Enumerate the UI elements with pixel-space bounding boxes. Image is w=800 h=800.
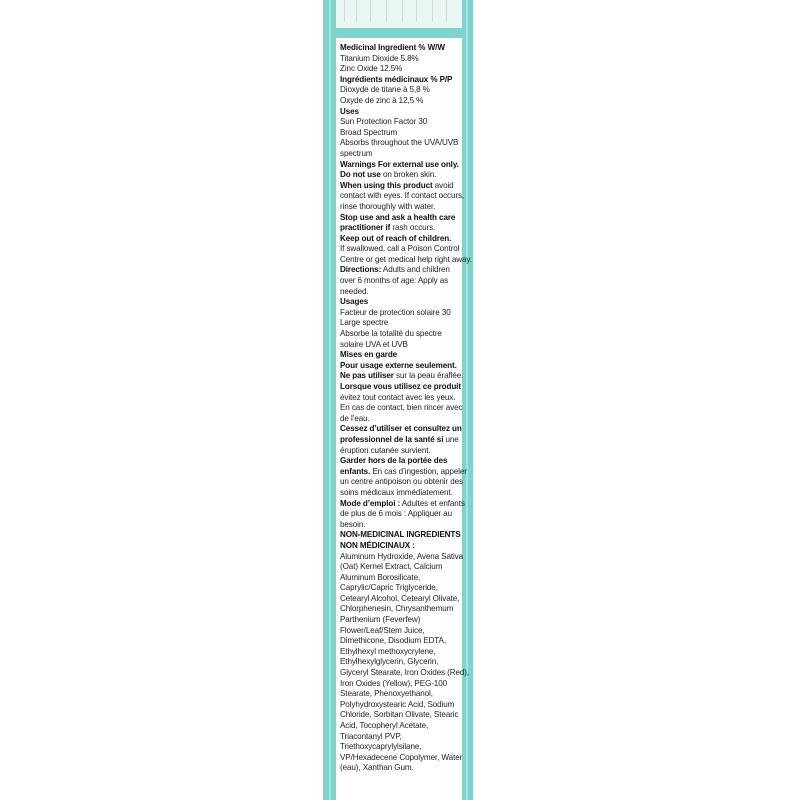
- label-line: [340, 435, 464, 446]
- label-line: [340, 149, 464, 160]
- label-line: [340, 456, 464, 467]
- label-line: [340, 128, 464, 139]
- label-line-text: En cas de contact, bien rincer avec: [340, 403, 463, 413]
- label-line-text: En cas d’ingestion, appeler: [370, 466, 467, 476]
- label-line: [340, 170, 464, 181]
- label-line-text: Iron Oxides (Yellow), PEG-100: [340, 678, 448, 688]
- label-line: [340, 202, 464, 213]
- label-line-text: Broad Spectrum: [340, 127, 398, 137]
- label-line-text: Flower/Leaf/Stem Juice,: [340, 625, 425, 635]
- label-line-bold: Pour usage externe seulement.: [340, 360, 457, 370]
- label-line: [340, 626, 464, 637]
- label-line: [340, 107, 464, 118]
- label-line: [340, 85, 464, 96]
- label-line: [340, 615, 464, 626]
- label-line: [340, 318, 464, 329]
- label-line-text: Oxyde de zinc à 12,5 %: [340, 95, 424, 105]
- label-line-text: Aluminum Borosilicate,: [340, 572, 421, 582]
- label-line: [340, 54, 464, 65]
- label-line: [340, 520, 464, 531]
- label-line: [340, 710, 464, 721]
- label-line-text: over 6 months of age: Apply as: [340, 276, 449, 286]
- label-line-text: Aluminum Hydroxide, Avena Sativa: [340, 551, 464, 561]
- label-line-text: avoid: [432, 180, 454, 190]
- label-line: [340, 117, 464, 128]
- label-line: [340, 732, 464, 743]
- label-line-text: Dioxyde de titane à 5,8 %: [340, 85, 430, 95]
- label-line-text: Triethoxycaprylylsilane,: [340, 742, 422, 752]
- label-line: [340, 657, 464, 668]
- label-line-text: Ethylhexylglycerin, Glycerin,: [340, 657, 439, 667]
- label-line-bold: practitioner if: [340, 223, 391, 233]
- label-line-bold: Mises en garde: [340, 350, 398, 360]
- label-line-text: Stearate, Phenoxyethanol,: [340, 689, 433, 699]
- label-line: [340, 594, 464, 605]
- label-line: [340, 562, 464, 573]
- label-line-text: Facteur de protection solaire 30: [340, 307, 451, 317]
- label-line-text: sur la peau éraflée.: [393, 371, 464, 381]
- label-line-text: Chloride, Sorbitan Olivate, Stearic: [340, 710, 459, 720]
- label-line-text: Zinc Oxide 12.5%: [340, 64, 403, 74]
- label-line-bold: professionnel de la santé si: [340, 434, 444, 444]
- label-line: [340, 350, 464, 361]
- label-line-bold: Medicinal Ingredient % W/W: [340, 43, 445, 52]
- label-line: [340, 414, 464, 425]
- label-line-text: If swallowed, call a Poison Control: [340, 244, 460, 254]
- label-line-bold: Ne pas utiliser: [340, 371, 394, 381]
- label-line-text: solaire UVA et UVB: [340, 339, 408, 349]
- label-line: [340, 265, 464, 276]
- label-line-bold: NON MÉDICINAUX :: [340, 540, 415, 550]
- barcode-strip: [336, 0, 462, 28]
- label-line: [340, 234, 464, 245]
- label-line: [340, 668, 469, 679]
- label-line-text: évitez tout contact avec les yeux.: [340, 392, 456, 402]
- label-line: [340, 466, 467, 478]
- label-line: [340, 541, 464, 552]
- label-line-text: needed.: [340, 286, 369, 296]
- label-line: [340, 700, 464, 711]
- label-line-text: Cetearyl Alcohol, Cetearyl Olivate,: [340, 593, 460, 603]
- label-line: [340, 488, 464, 499]
- label-line-text: Large spectre: [340, 318, 389, 328]
- label-line-text: Adults and children: [381, 265, 450, 275]
- label-line-text: Parthenium (Feverfew): [340, 615, 421, 625]
- label-line-text: Triacontanyl PVP,: [340, 731, 402, 741]
- label-line-text: Ethylhexyl methoxycrylene,: [340, 646, 436, 656]
- label-line: [340, 191, 464, 202]
- label-line: [340, 181, 464, 192]
- label-line: [340, 742, 464, 753]
- label-line-text: Glyceryl Stearate, Iron Oxides (Red),: [340, 668, 469, 678]
- label-line: [340, 43, 464, 54]
- label-line: [340, 297, 464, 308]
- label-line: [340, 75, 464, 86]
- label-line-bold: Do not use: [340, 170, 381, 180]
- label-line: [340, 361, 464, 372]
- label-line-bold: Stop use and ask a health care: [340, 212, 456, 222]
- label-line-text: Polyhydroxystearic Acid, Sodium: [340, 699, 455, 709]
- label-line: [340, 393, 464, 404]
- label-line: [340, 223, 464, 234]
- label-line: [340, 64, 464, 75]
- label-line-text: une: [443, 434, 459, 444]
- label-line-bold: Mode d’emploi :: [340, 498, 401, 508]
- label-line-text: un centre antipoison ou obtenir des: [340, 477, 463, 487]
- label-line-bold: Directions:: [340, 265, 382, 275]
- label-line: [340, 679, 464, 690]
- label-line-text: Caprylic/Capric Triglyceride,: [340, 583, 438, 593]
- label-line-bold: Keep out of reach of children.: [340, 233, 452, 243]
- label-line-text: Dimethicone, Disodium EDTA,: [340, 636, 447, 646]
- label-line: [340, 96, 464, 107]
- label-line: [340, 371, 464, 382]
- label-line: [340, 244, 464, 255]
- label-line: [340, 753, 464, 764]
- label-line-text: on broken skin.: [380, 170, 437, 180]
- label-line: [340, 530, 464, 541]
- label-line-bold: Lorsque vous utilisez ce produit: [340, 382, 461, 391]
- label-line-text: Adultes et enfants: [400, 498, 465, 508]
- label-line-bold: Cessez d’utiliser et consultez un: [340, 424, 462, 434]
- label-line: [340, 583, 464, 594]
- label-line: [340, 477, 464, 488]
- label-line-text: (eau), Xanthan Gum.: [340, 763, 414, 773]
- label-line: [340, 446, 464, 457]
- label-line-text: rinse thoroughly with water.: [340, 201, 436, 211]
- package-edge-left: [329, 0, 331, 800]
- label-line-bold: Warnings For external use only.: [340, 159, 459, 169]
- label-line-text: (Oat) Kernel Extract, Calcium: [340, 562, 443, 572]
- label-line-bold: Uses: [340, 106, 359, 116]
- label-line-text: besoin.: [340, 519, 366, 529]
- label-line-text: rash occurs.: [390, 223, 436, 233]
- ingredient-label-text: [340, 43, 472, 774]
- label-line: [340, 308, 464, 319]
- label-line: [340, 213, 464, 224]
- label-line-text: soins médicaux immédiatement.: [340, 487, 453, 497]
- label-line: [340, 138, 464, 149]
- label-line-text: éruption cutanée survient.: [340, 445, 431, 455]
- label-line: [340, 424, 464, 435]
- label-line: [340, 382, 464, 393]
- label-line: [340, 763, 464, 774]
- label-line: [340, 721, 464, 732]
- label-line-bold: When using this product: [340, 180, 433, 190]
- label-line: [340, 340, 464, 351]
- label-line: [340, 552, 464, 563]
- label-line-text: de plus de 6 mois : Appliquer au: [340, 509, 452, 519]
- label-line-text: VP/Hexadecene Copolymer, Water: [340, 752, 463, 762]
- label-line: [340, 647, 464, 658]
- label-line: [340, 403, 464, 414]
- label-line: [340, 160, 464, 171]
- label-line: [340, 689, 464, 700]
- label-line-bold: Ingrédients médicinaux % P/P: [340, 74, 453, 84]
- label-line-text: Absorbe la totalité du spectre: [340, 329, 442, 339]
- label-line-text: de l’eau.: [340, 413, 370, 423]
- label-line-text: Acid, Tocopheryl Acetate,: [340, 721, 429, 730]
- label-line: [340, 254, 472, 266]
- label-line-text: Centre or get medical help right away.: [340, 254, 472, 264]
- label-line: [340, 276, 464, 287]
- label-line: [340, 604, 464, 615]
- label-line-text: Titanium Dioxide 5.8%: [340, 53, 419, 63]
- label-line-text: Chlorphenesin, Chrysanthemum: [340, 604, 454, 614]
- label-line: [340, 573, 464, 584]
- label-line: [340, 287, 464, 298]
- package-edge-right: [466, 0, 468, 800]
- label-line-bold: Usages: [340, 297, 369, 307]
- label-line-text: Sun Protection Factor 30: [340, 117, 428, 127]
- label-line-text: contact with eyes. If contact occurs,: [340, 191, 465, 201]
- label-line-text: spectrum: [340, 148, 373, 158]
- label-line-text: Absorbs throughout the UVA/UVB: [340, 138, 459, 148]
- label-line: [340, 499, 464, 510]
- label-line: [340, 329, 464, 340]
- label-line: [340, 509, 464, 520]
- label-line-bold: NON-MEDICINAL INGREDIENTS: [340, 530, 461, 540]
- label-line-bold: Garder hors de la portée des: [340, 456, 448, 466]
- label-line: [340, 636, 464, 647]
- label-line-bold: enfants.: [340, 466, 371, 476]
